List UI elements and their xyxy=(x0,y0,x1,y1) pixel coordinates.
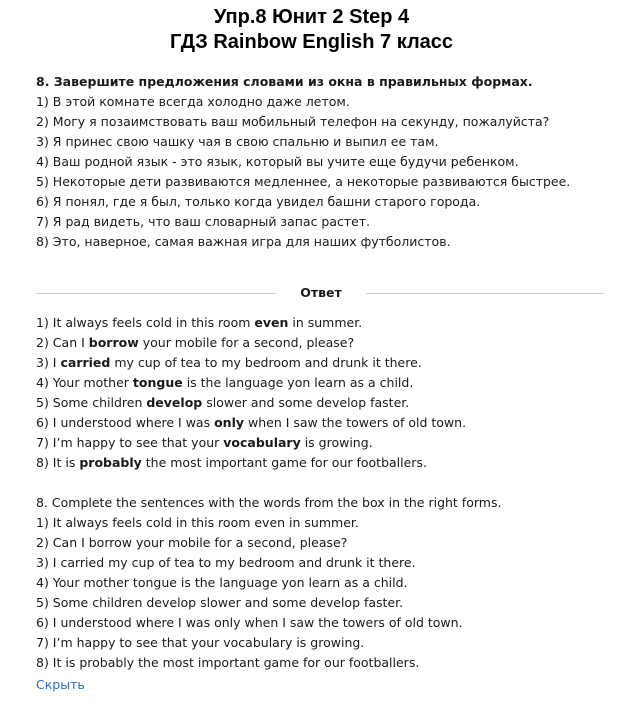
task-line: 2) Могу я позаимствовать ваш мобильный телефон на секунду, пожалуйста? xyxy=(36,114,550,129)
task-line: 3) Я принес свою чашку чая в свою спальню и выпил ее там. xyxy=(36,134,439,149)
answer-line: 1) It always feels cold in this room even in summer. xyxy=(36,315,363,330)
english-line: 1) It always feels cold in this room even in summer. xyxy=(36,515,359,530)
english-line: 4) Your mother tongue is the language yon learn as a child. xyxy=(36,575,408,590)
english-line: 3) I carried my cup of tea to my bedroom and drunk it there. xyxy=(36,555,416,570)
answer-divider xyxy=(36,283,604,303)
answer-line: 2) Can I borrow your mobile for a second, please? xyxy=(36,335,355,350)
page-subtitle: ГДЗ Rainbow English 7 класс xyxy=(169,31,454,53)
answer-word: develop xyxy=(146,395,203,410)
task-line: 1) В этой комнате всегда холодно даже летом. xyxy=(36,94,350,109)
answer-line: 6) I understood where I was only when I saw the towers of old town. xyxy=(36,415,467,430)
answer-word: carried xyxy=(60,355,111,370)
task-line: 5) Некоторые дети развиваются медленнее, а некоторые развиваются быстрее. xyxy=(36,174,571,189)
task-section xyxy=(36,72,606,252)
english-section xyxy=(36,493,606,673)
answers-section xyxy=(36,313,606,473)
english-line: 5) Some children develop slower and some develop faster. xyxy=(36,595,404,610)
task-line: 4) Ваш родной язык - это язык, который вы учите еще будучи ребенком. xyxy=(36,154,519,169)
english-line: 6) I understood where I was only when I saw the towers of old town. xyxy=(36,615,463,630)
answer-line: 8) It is probably the most important game for our footballers. xyxy=(36,455,427,470)
divider-line-left xyxy=(36,293,276,294)
answer-line: 4) Your mother tongue is the language yon learn as a child. xyxy=(36,375,414,390)
divider-line-right xyxy=(366,293,604,294)
answer-word: borrow xyxy=(88,335,139,350)
task-line: 8) Это, наверное, самая важная игра для наших футболистов. xyxy=(36,234,451,249)
task-line: 6) Я понял, где я был, только когда увидел башни старого города. xyxy=(36,194,481,209)
answer-line: 7) I’m happy to see that your vocabulary is growing. xyxy=(36,435,373,450)
english-line: 7) I’m happy to see that your vocabulary is growing. xyxy=(36,635,365,650)
answer-word: even xyxy=(254,315,289,330)
english-line: 2) Can I borrow your mobile for a second, please? xyxy=(36,535,348,550)
answer-word: only xyxy=(214,415,245,430)
task-line: 7) Я рад видеть, что ваш словарный запас растет. xyxy=(36,214,371,229)
answer-label: Ответ xyxy=(300,285,342,300)
answer-word: probably xyxy=(79,455,142,470)
answer-line: 3) I carried my cup of tea to my bedroom and drunk it there. xyxy=(36,355,422,370)
page-title: Упр.8 Юнит 2 Step 4 xyxy=(213,6,410,28)
english-heading: 8. Complete the sentences with the words from the box in the right forms. xyxy=(36,495,502,510)
hide-link[interactable]: Скрыть xyxy=(36,677,85,692)
task-heading: 8. Завершите предложения словами из окна в правильных формах. xyxy=(36,74,533,89)
answer-word: vocabulary xyxy=(223,435,301,450)
answer-word: tongue xyxy=(132,375,183,390)
answer-line: 5) Some children develop slower and some develop faster. xyxy=(36,395,410,410)
english-line: 8) It is probably the most important game for our footballers. xyxy=(36,655,420,670)
